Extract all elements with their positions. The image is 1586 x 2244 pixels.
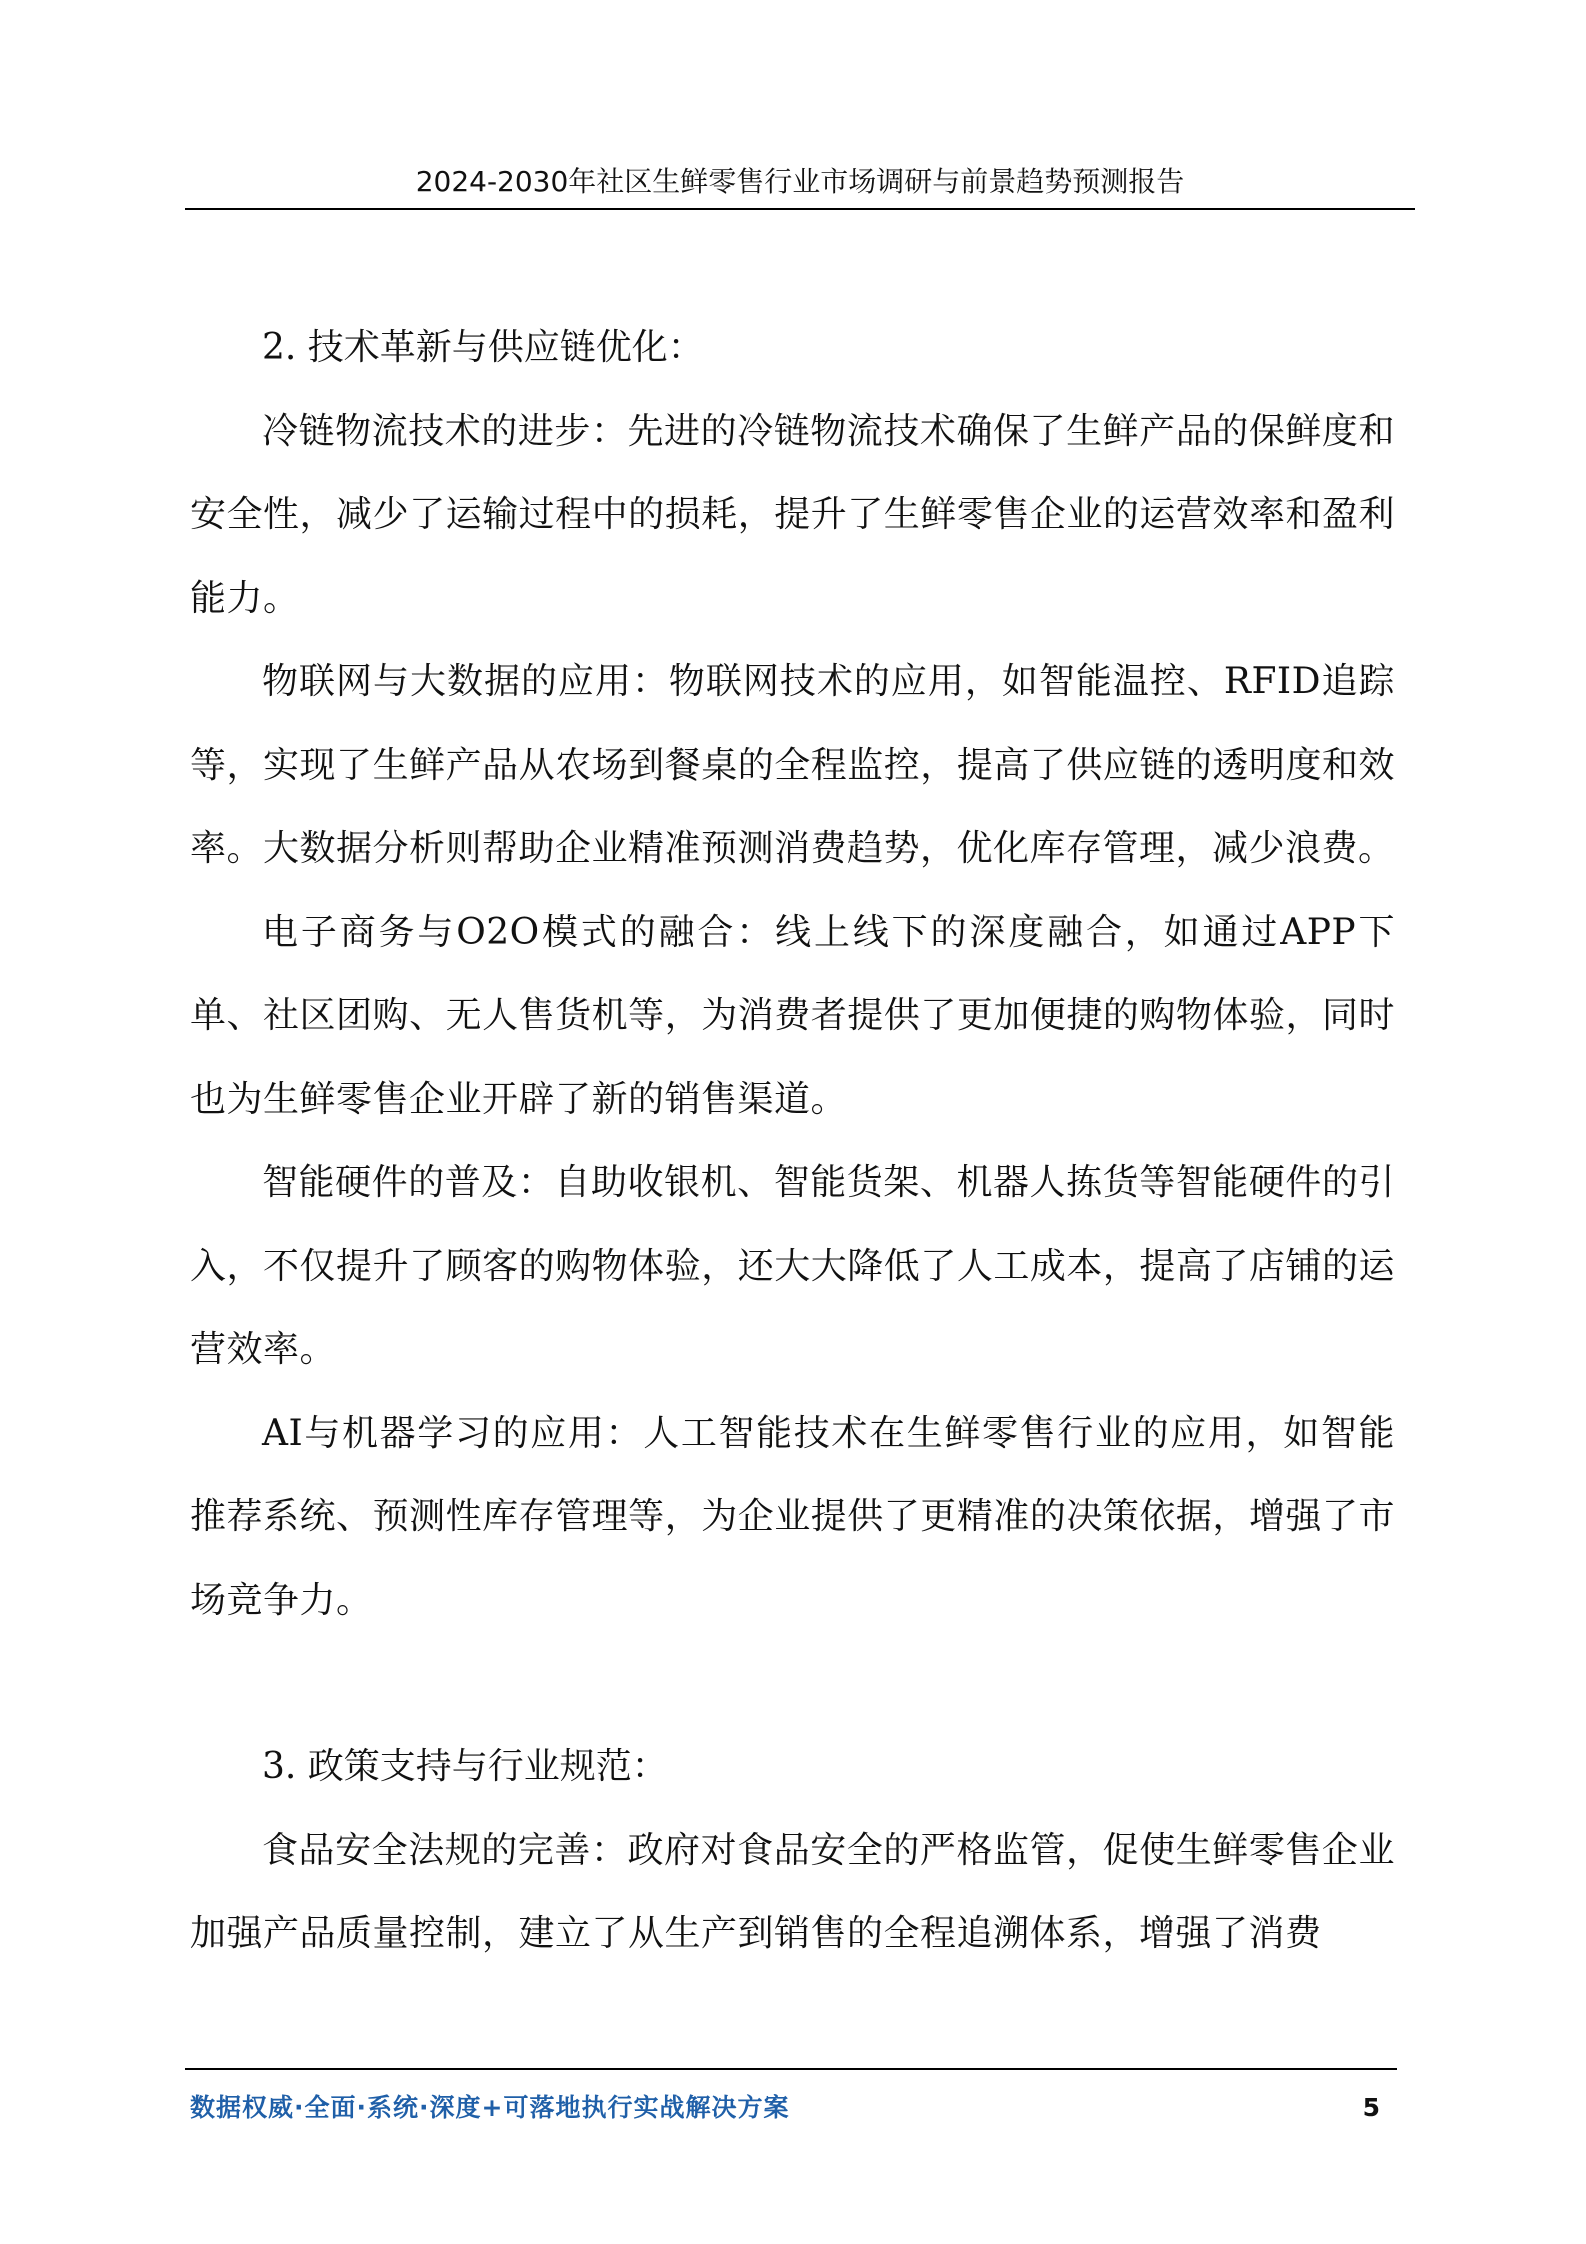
paragraph: 冷链物流技术的进步：先进的冷链物流技术确保了生鲜产品的保鲜度和安全性，减少了运输过程中的损耗，提升了生鲜零售企业的运营效率和盈利能力。 <box>190 410 1395 619</box>
document-body <box>190 306 1395 1976</box>
section-heading: 2. 技术革新与供应链优化： <box>262 327 704 368</box>
section-spacer <box>190 1642 1395 1725</box>
section-heading: 3. 政策支持与行业规范： <box>262 1746 668 1787</box>
footer-slogan: 数据权威·全面·系统·深度+可落地执行实战解决方案 <box>190 2093 790 2122</box>
header-divider <box>185 208 1415 210</box>
page-header-title: 2024-2030年社区生鲜零售行业市场调研与前景趋势预测报告 <box>415 165 1185 198</box>
paragraph: 电子商务与O2O模式的融合：线上线下的深度融合，如通过APP下单、社区团购、无人售货机等，为消费者提供了更加便捷的购物体验，同时也为生鲜零售企业开辟了新的销售渠道。 <box>190 911 1395 1120</box>
paragraph: 食品安全法规的完善：政府对食品安全的严格监管，促使生鲜零售企业加强产品质量控制，建立了从生产到销售的全程追溯体系，增强了消费 <box>190 1829 1395 1954</box>
paragraph: 物联网与大数据的应用：物联网技术的应用，如智能温控、RFID追踪等，实现了生鲜产品从农场到餐桌的全程监控，提高了供应链的透明度和效率。大数据分析则帮助企业精准预测消费趋势，优化库存管理，减少浪费。 <box>190 661 1395 869</box>
page-number: 5 <box>1362 2093 1380 2122</box>
footer-divider <box>185 2068 1397 2070</box>
paragraph: AI与机器学习的应用：人工智能技术在生鲜零售行业的应用，如智能推荐系统、预测性库存管理等，为企业提供了更精准的决策依据，增强了市场竞争力。 <box>190 1412 1395 1621</box>
paragraph: 智能硬件的普及：自助收银机、智能货架、机器人拣货等智能硬件的引入，不仅提升了顾客的购物体验，还大大降低了人工成本，提高了店铺的运营效率。 <box>190 1162 1395 1370</box>
